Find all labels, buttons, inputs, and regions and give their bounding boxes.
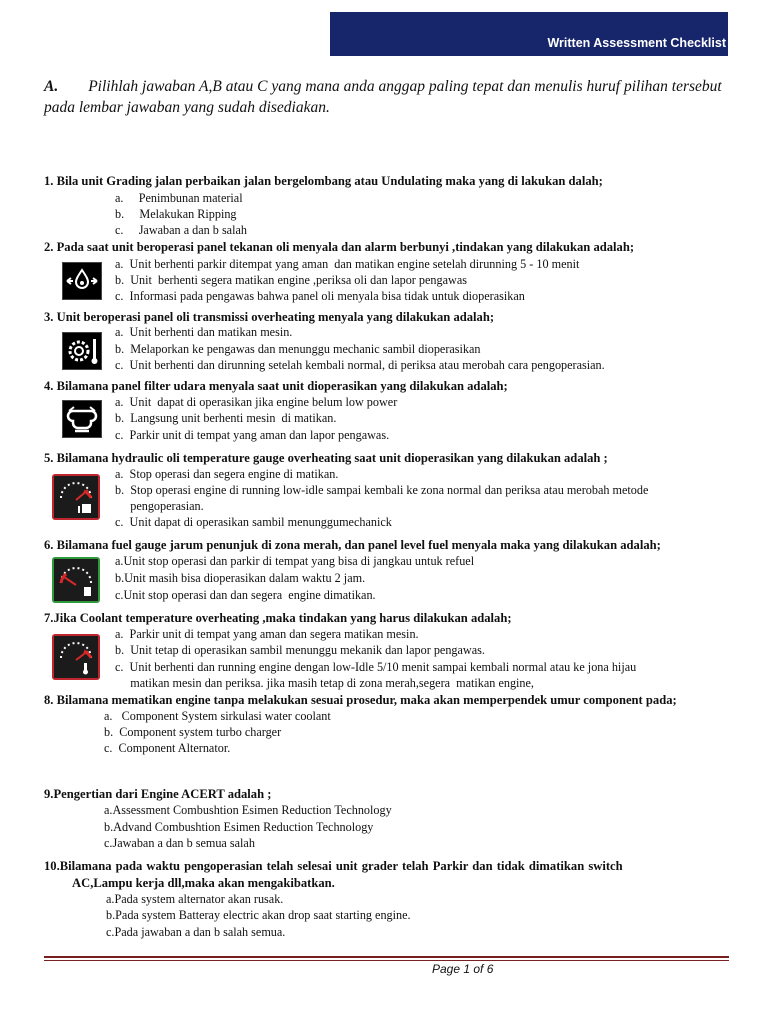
- option-c: c. Unit dapat di operasikan sambil menunggumechanick: [115, 515, 392, 529]
- question-text: 2. Pada saat unit beroperasi panel tekanan oli menyala dan alarm berbunyi ,tindakan yang dilakukan adalah;: [44, 240, 635, 254]
- question-text: 9.Pengertian dari Engine ACERT adalah ;: [44, 787, 272, 801]
- section-instruction: [44, 76, 750, 118]
- option-c: c.Pada jawaban a dan b salah semua.: [106, 925, 286, 939]
- page-number: Page 1 of 6: [432, 962, 494, 976]
- question-text: 6. Bilamana fuel gauge jarum penunjuk di zona merah, dan panel level fuel menyala maka yang dilakukan adalah;: [44, 538, 661, 552]
- option-a: a. Penimbunan material: [115, 191, 243, 205]
- option-c: c.Unit stop operasi dan dan segera engine dimatikan.: [115, 588, 376, 602]
- question-text: 4. Bilamana panel filter udara menyala saat unit dioperasikan yang dilakukan adalah;: [44, 379, 508, 393]
- option-c-cont: matikan mesin dan periksa. jika masih tetap di zona merah,segera matikan engine,: [115, 676, 534, 690]
- option-b: b.Advand Combushtion Esimen Reduction Technology: [104, 820, 374, 834]
- section-letter: A.: [44, 78, 59, 95]
- question-1: [44, 173, 752, 190]
- option-c: c. Jawaban a dan b salah: [115, 223, 247, 237]
- option-a: a. Unit berhenti parkir ditempat yang aman dan matikan engine setelah dirunning 5 - 10 menit: [115, 257, 580, 271]
- question-text-cont: AC,Lampu kerja dll,maka akan mengakibatkan.: [72, 875, 335, 890]
- option-b-cont: pengoperasian.: [115, 499, 204, 513]
- option-b: b.Pada system Batteray electric akan drop saat starting engine.: [106, 908, 411, 922]
- transmission-temperature-icon: [62, 332, 102, 370]
- option-a: a.Unit stop operasi dan parkir di tempat yang bisa di jangkau untuk refuel: [115, 554, 475, 568]
- header-title: Written Assessment Checklist: [547, 36, 726, 50]
- option-c: c. Component Alternator.: [104, 741, 231, 755]
- option-b: b. Unit tetap di operasikan sambil menunggu mekanik dan lapor pengawas.: [115, 643, 485, 657]
- footer-rule: [44, 956, 729, 958]
- option-c: c. Unit berhenti dan running engine dengan low-Idle 5/10 menit sampai kembali normal atau ke jona hijau: [115, 660, 637, 674]
- question-text: 3. Unit beroperasi panel oli transmissi overheating menyala yang dilakukan adalah;: [44, 310, 495, 324]
- question-8: [44, 692, 752, 709]
- option-a: a. Parkir unit di tempat yang aman dan segera matikan mesin.: [115, 627, 419, 641]
- question-text: 10.Bilamana pada waktu pengoperasian telah selesai unit grader telah Parkir dan tidak dimatikan switch: [44, 859, 623, 873]
- option-a: a. Stop operasi dan segera engine di matikan.: [115, 467, 339, 481]
- option-a: a. Unit berhenti dan matikan mesin.: [115, 325, 293, 339]
- question-6: [44, 537, 752, 554]
- question-7: [44, 610, 752, 627]
- option-b: b. Langsung unit berhenti mesin di matikan.: [115, 411, 337, 425]
- question-text: 5. Bilamana hydraulic oli temperature gauge overheating saat unit dioperasikan yang dilakukan adalah ;: [44, 451, 608, 465]
- instruction-text: Pilihlah jawaban A,B atau C yang mana anda anggap paling tepat dan menulis huruf pilihan tersebut pada lembar jawaban yang sudah disediakan.: [44, 78, 722, 116]
- option-c: c. Unit berhenti dan dirunning setelah kembali normal, di periksa atau merobah cara pengoperasian.: [115, 358, 605, 372]
- option-a: a.Pada system alternator akan rusak.: [106, 892, 284, 906]
- option-a: a.Assessment Combushtion Esimen Reduction Technology: [104, 803, 392, 817]
- option-c: c. Parkir unit di tempat yang aman dan lapor pengawas.: [115, 428, 390, 442]
- question-10: [44, 858, 752, 891]
- option-a: a. Component System sirkulasi water coolant: [104, 709, 331, 723]
- question-9: [44, 786, 752, 803]
- header-bar: [330, 12, 728, 56]
- oil-pressure-icon: [62, 262, 102, 300]
- option-a: a. Unit dapat di operasikan jika engine belum low power: [115, 395, 398, 409]
- option-b: b. Unit berhenti segera matikan engine ,periksa oli dan lapor pengawas: [115, 273, 467, 287]
- option-c: c. Informasi pada pengawas bahwa panel oli menyala bisa tidak untuk dioperasikan: [115, 289, 525, 303]
- hydraulic-oil-temperature-gauge-icon: [52, 474, 100, 520]
- question-4: [44, 378, 752, 395]
- question-2: [44, 239, 752, 256]
- question-text: 1. Bila unit Grading jalan perbaikan jalan bergelombang atau Undulating maka yang di lakukan dalah;: [44, 174, 603, 188]
- option-b: b. Melaporkan ke pengawas dan menunggu mechanic sambil dioperasikan: [115, 342, 481, 356]
- option-b: b. Stop operasi engine di running low-idle sampai kembali ke zona normal dan periksa atau merobah metode: [115, 483, 649, 497]
- option-c: c.Jawaban a dan b semua salah: [104, 836, 255, 850]
- option-b: b.Unit masih bisa dioperasikan dalam waktu 2 jam.: [115, 571, 366, 585]
- question-text: 7.Jika Coolant temperature overheating ,maka tindakan yang harus dilakukan adalah;: [44, 611, 512, 625]
- question-text: 8. Bilamana mematikan engine tanpa melakukan sesuai prosedur, maka akan memperpendek umur component pada;: [44, 693, 677, 707]
- air-filter-icon: [62, 400, 102, 438]
- question-5: [44, 450, 752, 467]
- option-b: b. Component system turbo charger: [104, 725, 282, 739]
- footer-rule-thin: [44, 960, 729, 961]
- fuel-gauge-icon: [52, 557, 100, 603]
- coolant-temperature-gauge-icon: [52, 634, 100, 680]
- option-b: b. Melakukan Ripping: [115, 207, 237, 221]
